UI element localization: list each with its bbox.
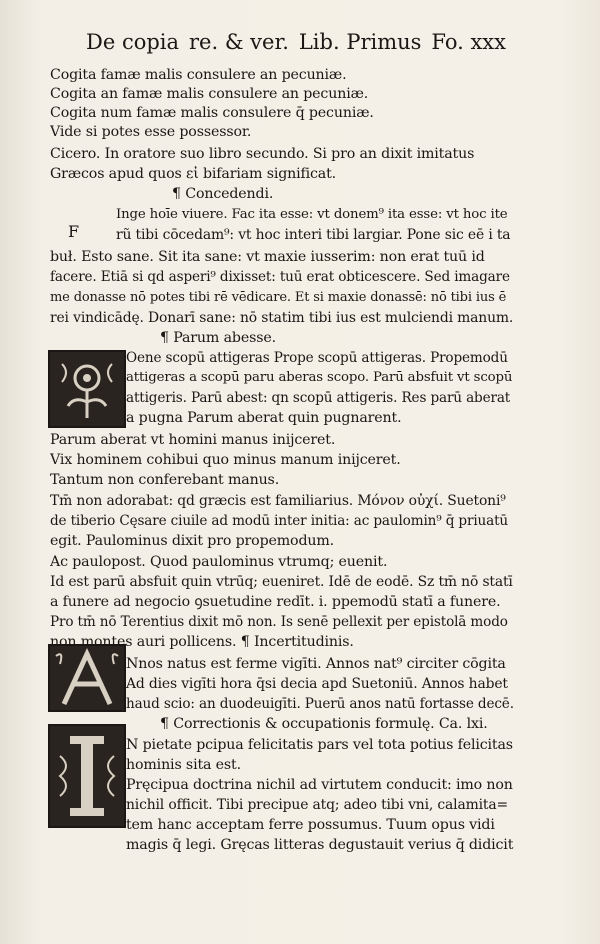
text-line: haud scio: an duodeuigīti. Puerū anos natū fortasse decē. xyxy=(126,696,514,712)
text-line: facere. Etiā si qd asperi⁹ dixisset: tuū erat obticescere. Sed imagare xyxy=(50,269,510,285)
text-line: Cicero. In oratore suo libro secundo. Si pro an dixit imitatus xyxy=(50,146,475,162)
text-line: tem hanc acceptam ferre possumus. Tuum opus vidi xyxy=(126,817,495,833)
text-line: Vide si potes esse possessor. xyxy=(50,124,252,140)
text-line: Pręcipua doctrina nichil ad virtutem conducit: imo non xyxy=(126,777,513,793)
decorated-initial-i xyxy=(48,724,126,828)
text-line: de tiberio Cęsare ciuile ad modū inter initia: ac paulomin⁹ q̄ priuatū xyxy=(50,513,509,529)
text-line: a pugna Parum aberat quin pugnarent. xyxy=(126,410,402,426)
decorated-initial-c xyxy=(48,350,126,428)
text-line: rũ tibi cōcedam⁹: vt hoc interi tibi largiar. Pone sic eē i ta xyxy=(116,227,511,243)
text-line: attigeris. Parū abest: qn scopū attigeris. Res parū aberat xyxy=(126,390,511,406)
text-line: non montes auri pollicens. ¶ Incertitudinis. xyxy=(50,634,354,650)
folio-number: Fo. xxx xyxy=(431,30,506,54)
text-line: Ad dies vigīti hora q̄si decia apd Suetoniū. Annos habet xyxy=(126,676,508,692)
text-line: egit. Paulominus dixit pro propemodum. xyxy=(50,533,335,549)
text-line: attigeras a scopū paru aberas scopo. Parū absfuit vt scopū xyxy=(126,370,513,385)
running-head-title: De copia xyxy=(86,30,180,54)
running-head-subtitle: re. & ver. xyxy=(189,30,289,54)
section-heading: ¶ Concedendi. xyxy=(172,186,274,202)
text-line: rei vindicādę. Donarī sane: nō statim tibi ius est mulciendi manum. xyxy=(50,310,514,326)
text-line: Tm̄ non adorabat: qd græcis est familiarius. Μόνον οὐχί. Suetoni⁹ xyxy=(50,493,506,509)
running-head xyxy=(86,30,506,60)
text-line: magis q̄ legi. Gręcas litteras degustauit verius q̄ didicit xyxy=(126,837,514,853)
text-line: buł. Esto sane. Sit ita sane: vt maxie iusserim: non erat tuū id xyxy=(50,249,485,265)
text-line: Parum aberat vt homini manus inijceret. xyxy=(50,432,336,448)
text-line: Nnos natus est ferme vigīti. Annos nat⁹ circiter cōgita xyxy=(126,656,506,672)
text-line: Tantum non conferebant manus. xyxy=(50,472,280,488)
decorated-initial-a xyxy=(48,644,126,712)
margin-letter: F xyxy=(68,222,80,241)
text-line: me donasse nō potes tibi rē vēdicare. Et si maxie donassē: nō tibi ius ē xyxy=(50,290,507,305)
text-line: Cogita an famæ malis consulere an pecuniæ. xyxy=(50,86,369,102)
text-line: Cogita famæ malis consulere an pecuniæ. xyxy=(50,67,347,83)
text-line: Ac paulopost. Quod paulominus vtrumq; euenit. xyxy=(50,554,388,570)
section-heading: ¶ Parum abesse. xyxy=(160,330,276,346)
text-line: Græcos apud quos εἰ bifariam significat. xyxy=(50,166,337,182)
text-line: a funere ad negocio ꝯsuetudine redīt. i. ppemodū statī a funere. xyxy=(50,594,501,610)
section-heading: ¶ Correctionis & occupationis formulę. Ca. lxi. xyxy=(160,716,488,732)
text-line: N pietate pcipua felicitatis pars vel tota potius felicitas xyxy=(126,737,513,753)
text-line: Pro tm̄ nō Terentius dixit mō non. Is senē pellexit per epistolā modo xyxy=(50,614,508,630)
floral-ornament-icon xyxy=(50,352,124,426)
text-line: Oene scopū attigeras Prope scopū attigeras. Propemodū xyxy=(126,350,508,366)
text-line: Id est parū absfuit quin vtrūq; eueniret. Idē de eodē. Sz tm̄ nō statī xyxy=(50,574,513,590)
text-line: Cogita num famæ malis consulere q̄ pecuniæ. xyxy=(50,105,374,121)
running-head-book: Lib. Primus xyxy=(298,30,422,54)
vine-ornament-icon xyxy=(50,726,124,826)
text-line: Inge hoīe viuere. Fac ita esse: vt donem⁹ ita esse: vt hoc ite xyxy=(116,207,508,222)
text-line: nichil officit. Tibi precipue atq; adeo tibi vni, calamita= xyxy=(126,797,508,813)
figure-ornament-icon xyxy=(50,646,124,710)
text-line: Vix hominem cohibui quo minus manum inijceret. xyxy=(50,452,401,468)
text-line: hominis sita est. xyxy=(126,757,241,773)
